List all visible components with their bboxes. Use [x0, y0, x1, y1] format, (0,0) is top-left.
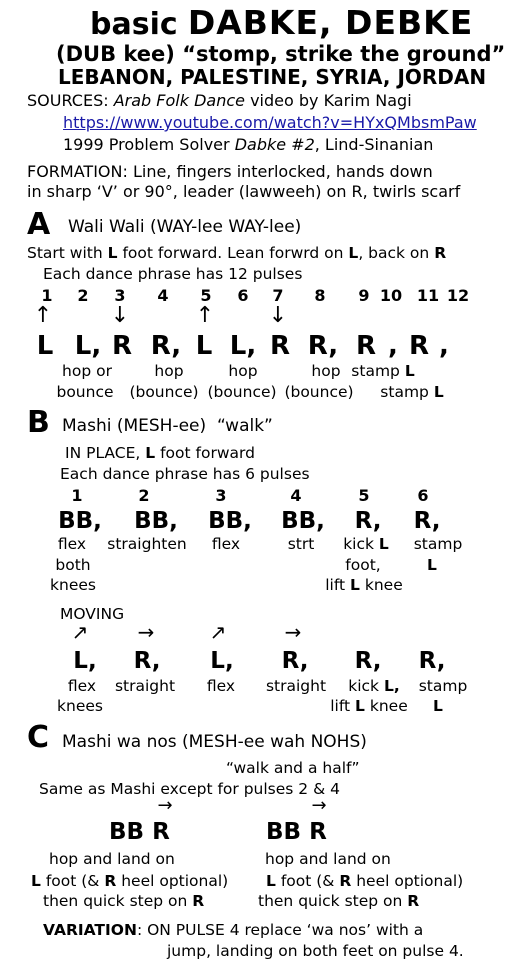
lift-a: lift	[330, 697, 351, 715]
pulse-number: 5	[200, 286, 212, 305]
intro-e: , back on	[358, 244, 430, 262]
step: ,	[388, 331, 398, 361]
note: hop or	[62, 362, 112, 380]
arrow-up-icon: ↑	[195, 303, 215, 328]
foot-c: R	[104, 872, 117, 890]
book-title: Dabke #2	[234, 135, 315, 154]
section-a-intro	[27, 246, 446, 262]
pulse-number: 7	[272, 286, 284, 305]
video-by: video by Karim Nagi	[250, 91, 412, 110]
pulse-number: 8	[314, 286, 326, 305]
step: R,	[133, 648, 161, 674]
section-a-name: Wali Wali (WAY-lee WAY-lee)	[68, 217, 302, 237]
step: R	[269, 331, 291, 361]
desc-kick-text: kick	[343, 535, 374, 553]
section-c-same-as: Same as Mashi except for pulses 2 & 4	[39, 780, 340, 798]
lift-a: lift	[325, 576, 346, 594]
quick-b: R	[192, 892, 205, 910]
section-a-phrase: Each dance phrase has 12 pulses	[43, 265, 303, 283]
pulse-number: 11	[416, 286, 440, 305]
desc: knees	[57, 697, 103, 715]
foot-c: R	[339, 872, 352, 890]
desc: stamp	[413, 535, 463, 553]
step: R	[355, 331, 377, 361]
foot-a: L	[266, 872, 276, 890]
video-title: Arab Folk Dance	[113, 91, 245, 110]
variation-text-1: : ON PULSE 4 replace ‘wa nos’ with a	[136, 921, 424, 939]
pulse-number: 2	[77, 286, 89, 305]
moving-label: MOVING	[60, 605, 125, 623]
note: (bounce)	[284, 383, 354, 401]
intro-b: L	[107, 244, 118, 262]
step: L	[36, 331, 54, 361]
pulse-number: 10	[379, 286, 403, 305]
foot-line-left	[31, 874, 228, 890]
pulse-number: 4	[157, 286, 169, 305]
pulse-number: 6	[237, 286, 249, 305]
source-url-link[interactable]: https://www.youtube.com/watch?v=HYxQMbsmPaw	[63, 113, 477, 132]
pulse-number: 2	[138, 486, 150, 505]
desc: foot,	[345, 556, 381, 574]
desc: knees	[50, 576, 96, 594]
note-stamp-text: stamp	[351, 362, 400, 380]
section-b-gloss: “walk”	[216, 416, 273, 436]
title-main: DABKE, DEBKE	[187, 3, 474, 42]
sources-label: SOURCES:	[27, 91, 109, 110]
step: L,	[74, 331, 102, 361]
countries: LEBANON, PALESTINE, SYRIA, JORDAN	[58, 65, 487, 89]
intro-c: foot forward. Lean forwrd on	[122, 244, 344, 262]
book-suffix: , Lind-Sinanian	[314, 135, 434, 154]
section-b-name-text: Mashi (MESH-ee)	[62, 416, 207, 436]
variation-label: VARIATION	[43, 921, 137, 939]
arrow-right-icon: →	[137, 620, 155, 644]
subtitle: (DUB kee) “stomp, strike the ground”	[56, 42, 506, 66]
step: ,	[439, 331, 449, 361]
note-stamp	[380, 385, 443, 401]
note: (bounce)	[207, 383, 277, 401]
desc: L	[427, 556, 437, 574]
note: hop	[154, 362, 184, 380]
foot-a: L	[31, 872, 41, 890]
note: bounce	[56, 383, 114, 401]
note: (bounce)	[129, 383, 199, 401]
in-place-a: IN PLACE,	[65, 444, 141, 462]
step: L	[195, 331, 213, 361]
section-a-letter: A	[27, 207, 51, 242]
step: R,	[281, 648, 309, 674]
foot-line-right	[266, 874, 463, 890]
desc: L	[433, 697, 443, 715]
desc: straighten	[107, 535, 187, 553]
arrow-right-icon: →	[311, 795, 327, 816]
step: L,	[229, 331, 257, 361]
in-place-b: L	[145, 444, 156, 462]
pulse-number: 5	[358, 486, 370, 505]
foot-d: heel optional)	[356, 872, 464, 890]
intro-d: L	[348, 244, 359, 262]
desc-kick	[343, 537, 389, 553]
step: R,	[307, 331, 339, 361]
title-prefix: basic	[90, 7, 178, 42]
arrow-up-right-icon: ↗	[209, 620, 227, 644]
arrow-up-icon: ↑	[33, 303, 53, 328]
page-title	[90, 3, 474, 42]
step: BB,	[58, 508, 102, 534]
step: R,	[418, 648, 446, 674]
foot-b: foot (&	[280, 872, 335, 890]
step: R,	[413, 508, 441, 534]
pulse-number: 3	[114, 286, 126, 305]
formation-line-2: in sharp ‘V’ or 90°, leader (lawweeh) on R, twirls scarf	[27, 182, 461, 201]
section-b-in-place	[65, 446, 255, 462]
sources-line	[27, 93, 412, 109]
quick-b: R	[407, 892, 420, 910]
section-b-letter: B	[27, 405, 50, 440]
in-place-c: foot forward	[160, 444, 255, 462]
arrow-up-right-icon: ↗	[71, 620, 89, 644]
desc-kick	[348, 679, 399, 695]
pulse-number: 4	[290, 486, 302, 505]
step: BB,	[134, 508, 178, 534]
desc: straight	[114, 677, 176, 695]
desc: strt	[287, 535, 315, 553]
desc-kick-foot: L	[378, 535, 389, 553]
pulse-number: 1	[71, 486, 83, 505]
step: R,	[150, 331, 182, 361]
note-stamp-text: stamp	[380, 383, 429, 401]
variation-line-1	[43, 923, 423, 939]
book-line	[63, 137, 433, 153]
note-stamp	[351, 364, 414, 380]
desc: both	[55, 556, 91, 574]
section-c-name: Mashi wa nos (MESH-ee wah NOHS)	[62, 732, 367, 752]
quick-a: then quick step on	[258, 892, 403, 910]
step: L,	[73, 648, 97, 674]
desc: flex	[67, 677, 97, 695]
lift-c: knee	[364, 576, 403, 594]
foot-d: heel optional)	[121, 872, 229, 890]
hop-land-right: hop and land on	[265, 850, 391, 868]
variation-line-2: jump, landing on both feet on pulse 4.	[167, 942, 464, 960]
step: L,	[210, 648, 234, 674]
note: hop	[228, 362, 258, 380]
step: BB,	[208, 508, 252, 534]
arrow-right-icon: →	[284, 620, 302, 644]
pulse-number: 1	[41, 286, 53, 305]
pulse-number: 6	[417, 486, 429, 505]
pulse-number: 3	[215, 486, 227, 505]
step: R	[408, 331, 430, 361]
hop-land-left: hop and land on	[49, 850, 175, 868]
section-c-steps-right: BB R	[266, 819, 327, 845]
desc: stamp	[418, 677, 468, 695]
step: BB,	[281, 508, 325, 534]
foot-b: foot (&	[45, 872, 100, 890]
section-b-phrase: Each dance phrase has 6 pulses	[60, 465, 310, 483]
section-b-name	[62, 418, 273, 435]
desc-lift	[325, 578, 403, 594]
section-c-gloss: “walk and a half”	[226, 759, 360, 777]
arrow-down-icon: ↓	[110, 303, 130, 328]
desc-kick-foot: L,	[383, 677, 400, 695]
lift-c: knee	[369, 697, 408, 715]
arrow-down-icon: ↓	[268, 303, 288, 328]
formation-line-1: FORMATION: Line, fingers interlocked, hands down	[27, 162, 433, 181]
quick-a: then quick step on	[43, 892, 188, 910]
pulse-number: 12	[446, 286, 470, 305]
intro-a: Start with	[27, 244, 103, 262]
desc-kick-text: kick	[348, 677, 380, 695]
section-c-letter: C	[27, 720, 50, 755]
step: R,	[354, 648, 382, 674]
desc: flex	[57, 535, 87, 553]
arrow-right-icon: →	[157, 795, 173, 816]
step: R,	[354, 508, 382, 534]
desc: straight	[265, 677, 327, 695]
note-stamp-foot: L	[404, 362, 415, 380]
note-stamp-foot: L	[433, 383, 444, 401]
lift-b: L	[355, 697, 365, 715]
desc-lift	[330, 699, 408, 715]
section-c-steps-left: BB R	[109, 819, 170, 845]
note: hop	[311, 362, 341, 380]
desc: flex	[211, 535, 241, 553]
step: R	[111, 331, 133, 361]
desc: flex	[206, 677, 236, 695]
pulse-number: 9	[358, 286, 370, 305]
quick-step-left	[43, 894, 204, 910]
quick-step-right	[258, 894, 419, 910]
lift-b: L	[350, 576, 360, 594]
book-prefix: 1999 Problem Solver	[63, 135, 230, 154]
intro-f: R	[434, 244, 447, 262]
